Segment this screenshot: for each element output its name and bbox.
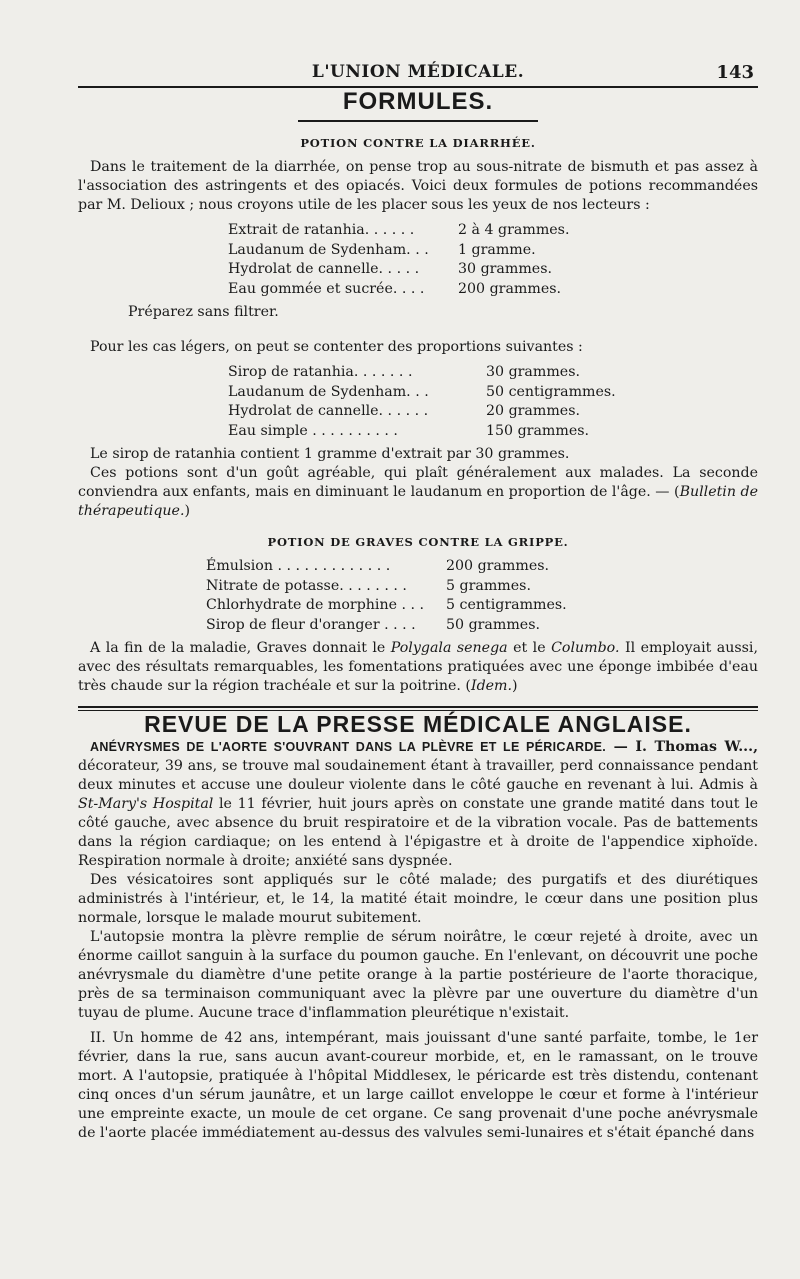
light-cases-text: Pour les cas légers, on peut se contenter des proportions suivantes :	[90, 339, 583, 355]
article-paragraph-1	[78, 738, 758, 871]
recipe-row	[206, 616, 758, 636]
quantity: 5 grammes.	[446, 577, 531, 594]
recipe-row	[228, 221, 758, 241]
ingredient: Nitrate de potasse. . . . . . . .	[206, 577, 407, 594]
ingredient: Hydrolat de cannelle. . . . . .	[228, 403, 429, 419]
article-paragraph-4: II. Un homme de 42 ans, intempérant, mais jouissant d'une santé parfaite, tombe, le 1er février, dans la rue, sans aucun avant-coureur morbide, et, en le ramassant, on le trouve mort. A l'autopsie, pratiquée à l'hôpital Middlesex, le péricarde est très distendu, contenant cinq onces d'un sérum jaunâtre, et un large caillot enveloppe le cœur et forme à l'intérieur une empreinte exacte, un moule de cet organe. Ce sang provenait d'une poche anévrysmale de l'aorte placée immédiatement au-dessus des valvules semi-lunaires et s'était épanché dans	[78, 1030, 758, 1141]
graves-text-d: )	[512, 678, 518, 694]
ingredient: Émulsion . . . . . . . . . . . . .	[206, 558, 391, 574]
graves-text-c: Il employait aussi, avec des résultats remarquables, les fomentations pratiquées avec une éponge imbibée d'eau très chaude sur la région trachéale et sur la poitrine. (	[78, 640, 758, 694]
ingredient: Hydrolat de cannelle. . . . .	[228, 261, 420, 277]
recipe-row	[228, 383, 758, 403]
ingredient: Laudanum de Sydenham. . .	[228, 383, 429, 400]
potions-note	[78, 464, 758, 521]
potion-graves-heading: POTION DE GRAVES CONTRE LA GRIPPE.	[267, 535, 569, 549]
revue-title: REVUE DE LA PRESSE MÉDICALE ANGLAISE.	[144, 711, 692, 737]
source-bulletin: Bulletin de thérapeutique.	[78, 484, 758, 519]
ingredient: Chlorhydrate de morphine . . .	[206, 597, 425, 613]
article-paragraph-3: L'autopsie montra la plèvre remplie de sérum noirâtre, le cœur rejeté à droite, avec un énorme caillot sanguin à la surface du poumon gauche. En l'enlevant, on découvrit une poche anévrysmale du diamètre d'une petite orange à la partie postérieure de l'aorte thoracique, près de sa terminaison communiquant avec la plèvre par une ouverture du diamètre d'un tuyau de plume. Aucune trace d'inflammation pleurétique n'existait.	[78, 929, 758, 1021]
recipe-row	[206, 596, 758, 616]
quantity: 30 grammes.	[458, 261, 552, 277]
case-lead: — I. Thomas W...,	[606, 739, 759, 755]
article-paragraph-2: Des vésicatoires sont appliqués sur le côté malade; des purgatifs et des diurétiques administrés à l'intérieur, et, le 14, la matité était moindre, le cœur dans une position plus normale, lorsque le malade mourut subitement.	[78, 872, 758, 926]
quantity: 200 grammes.	[446, 558, 550, 574]
quantity: 20 grammes.	[486, 403, 580, 419]
ratanhia-note: Le sirop de ratanhia contient 1 gramme d'extrait par 30 grammes.	[90, 446, 570, 462]
quantity: 5 centigrammes.	[446, 597, 567, 613]
ingredient: Sirop de ratanhia. . . . . . .	[228, 364, 413, 380]
recipe-row	[206, 557, 758, 577]
recipe-row	[228, 422, 758, 442]
ingredient: Extrait de ratanhia. . . . . .	[228, 222, 415, 238]
case-text-a: décorateur, 39 ans, se trouve mal soudainement étant à travailler, perd connaissance pendant deux minutes et accuse une douleur violente dans le côté gauche en revenant à lui. Admis à	[78, 758, 758, 793]
quantity: 1 gramme.	[458, 241, 536, 258]
case-text-b: le 11 février, huit jours après on constate une grande matité dans tout le côté gauche, avec absence du bruit respiratoire et de la vibration vocale. Pas de battements dans la région cardiaque; on les entend à l'épigastre et à droite de l'appendice xiphoïde. Respiration normale à droite; anxiété sans dyspnée.	[78, 796, 759, 869]
recipe-row	[228, 260, 758, 280]
quantity: 30 grammes.	[486, 364, 580, 380]
potions-note-end: )	[184, 503, 191, 519]
recipe-graves	[206, 557, 758, 635]
recipe-row	[228, 363, 758, 383]
recipe-row	[228, 280, 758, 300]
potion-diarrhee-heading: POTION CONTRE LA DIARRHÉE.	[300, 136, 536, 150]
quantity: 50 centigrammes.	[486, 383, 616, 400]
quantity: 2 à 4 grammes.	[458, 222, 570, 238]
ingredient: Eau simple . . . . . . . . . .	[228, 422, 398, 439]
graves-text-b: et le	[507, 640, 552, 656]
page-number: 143	[716, 62, 754, 83]
quantity: 150 grammes.	[486, 422, 590, 439]
hospital-name: St-Mary's Hospital	[78, 796, 214, 812]
potion-diarrhee-intro: Dans le traitement de la diarrhée, on pense trop au sous-nitrate de bismuth et pas assez à l'association des astringents et des opiacés. Voici deux formules de potions recommandées par M. Delioux ; nous croyons utile de les placer sous les yeux de nos lecteurs :	[78, 159, 758, 213]
graves-paragraph	[78, 639, 758, 696]
ingredient: Eau gommée et sucrée. . . .	[228, 280, 425, 297]
recipe-row	[228, 402, 758, 422]
ingredient: Sirop de fleur d'oranger . . . .	[206, 616, 416, 633]
recipe-diarrhee-a	[228, 221, 758, 299]
title-rule	[298, 120, 538, 122]
recipe-row	[228, 241, 758, 261]
running-title: L'UNION MÉDICALE.	[311, 62, 525, 82]
recipe-row	[206, 577, 758, 597]
quantity: 200 grammes.	[458, 280, 562, 297]
formules-title: FORMULES.	[342, 88, 494, 115]
source-idem: Idem.	[470, 678, 513, 694]
page-header	[78, 58, 758, 88]
drug-polygala: Polygala senega	[390, 640, 508, 656]
graves-text-a: A la fin de la maladie, Graves donnait le	[90, 640, 391, 656]
preparation-note: Préparez sans filtrer.	[128, 304, 279, 320]
quantity: 50 grammes.	[446, 616, 540, 633]
recipe-diarrhee-b	[228, 363, 758, 441]
article-heading: ANÉVRYSMES DE L'AORTE S'OUVRANT DANS LA PLÈVRE ET LE PÉRICARDE.	[90, 740, 607, 754]
drug-columbo: Columbo.	[551, 640, 620, 656]
ingredient: Laudanum de Sydenham. . .	[228, 241, 429, 258]
potions-note-text: Ces potions sont d'un goût agréable, qui plaît généralement aux malades. La seconde conviendra aux enfants, mais en diminuant le laudanum en proportion de l'âge. — (	[78, 465, 758, 500]
